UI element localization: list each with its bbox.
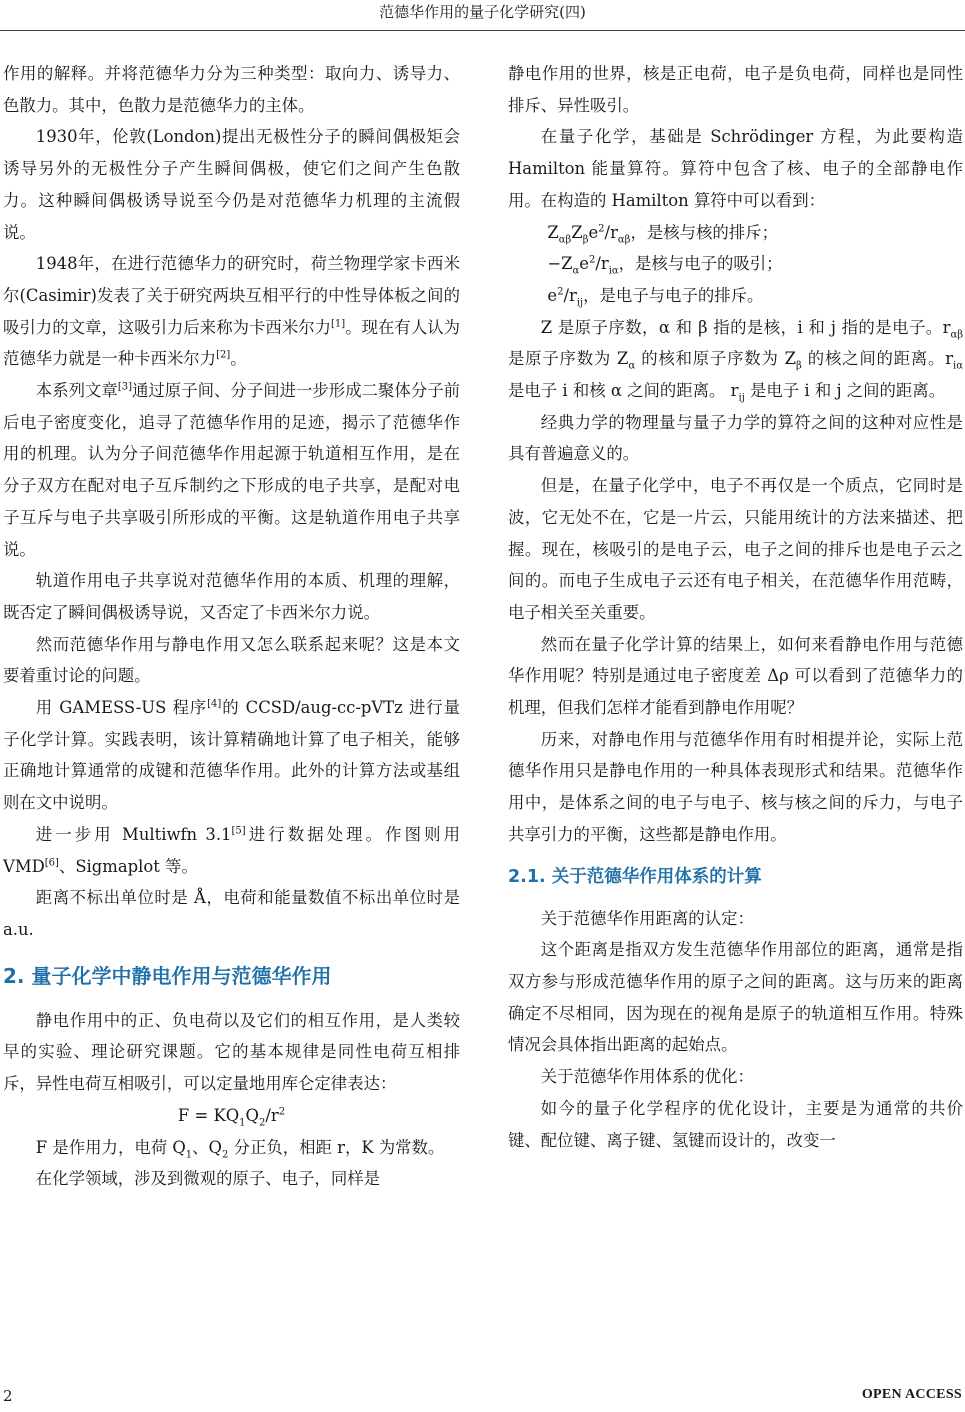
hamilton-term-electron-electron: $e^2/r_{ij}$，是电子与电子的排斥。 <box>547 285 764 309</box>
paragraph: 作用的解释。并将范德华力分为三种类型：取向力、诱导力、色散力。其中，色散力是范德华力的主体。 <box>3 64 460 115</box>
paragraph: 历来，对静电作用与范德华作用有时相提并论，实际上范德华作用只是静电作用的一种具体表现形式和结果。范德华作用中，是体系之间的电子与电子、核与核之间的斥力，与电子共享引力的平衡，这些都是静电作用。 <box>508 729 963 844</box>
text-run: 是原子序数为 Z <box>508 349 629 369</box>
paragraph: 这个距离是指双方发生范德华作用部位的距离，通常是指双方参与形成范德华作用的原子之间的距离。这与历来的距离确定不尽相同，因为现在的视角是原子的轨道相互作用。特殊情况会具体指出距离的起始点。 <box>508 940 963 1055</box>
header-title: 范德华作用的量子化学研究(四) <box>379 3 586 21</box>
coulomb-formula <box>3 1100 460 1132</box>
paragraph <box>3 692 460 819</box>
paragraph: 如今的量子化学程序的优化设计，主要是为通常的共价键、配位键、离子键、氢键而设计的，改变一 <box>508 1098 963 1150</box>
text-run: 本系列文章 <box>35 381 118 401</box>
paragraph: 静电作用中的正、负电荷以及它们的相互作用，是人类较早的实验、理论研究课题。它的基本规律是同性电荷互相排斥，异性电荷互相吸引，可以定量地用库仑定律表达： <box>3 1010 460 1094</box>
citation: [6] <box>44 857 59 869</box>
text-run: 的 CCSD/aug-cc-pVTz 进行量子化学计算。实践表明，该计算精确地计算了电子相关，能够正确地计算通常的成键和范德华作用。此外的计算方法或基组则在文中说明。 <box>3 698 460 813</box>
hamilton-term-nucleus-nucleus: $Z_{\alpha\beta}Z_\beta e^2/r_{\alpha\beta}$，是核与核的排斥； <box>547 222 778 245</box>
text-run: ，是核与电子的吸引； <box>618 254 783 274</box>
text-run: 是电子 i 和核 α 之间的距离。 r <box>508 381 739 401</box>
text-run: ，是电子与电子的排斥。 <box>583 285 764 305</box>
paragraph <box>3 375 460 565</box>
citation: [4] <box>207 698 222 710</box>
text-run: 进一步用 Multiwfn 3.1 <box>35 824 232 844</box>
text-run: 进行数据处理。作图则用 VMD <box>3 824 460 876</box>
text-run: 是电子 i 和 j 之间的距离。 <box>744 381 946 401</box>
running-header <box>0 0 965 31</box>
citation: [5] <box>231 825 246 837</box>
subscript: 1 <box>239 1117 246 1129</box>
paragraph: 然而范德华作用与静电作用又怎么联系起来呢？这是本文要着重讨论的问题。 <box>3 634 460 686</box>
paragraph: 经典力学的物理量与量子力学的算符之间的这种对应性是具有普遍意义的。 <box>508 412 963 464</box>
citation: [3] <box>117 381 132 393</box>
text-run: 1948年，在进行范德华力的研究时，荷兰物理学家卡西米尔(Casimir)发表了关于研究两块互相平行的中性导体板之间的吸引力的文章，这吸引力后来称为卡西米尔力 <box>3 254 460 337</box>
text-run: Q <box>245 1105 259 1125</box>
text-run: ，是核与核的排斥； <box>630 222 778 242</box>
text-run: 分正负，相距 r，K 为常数。 <box>228 1137 445 1157</box>
text-run: F = KQ <box>177 1105 240 1125</box>
subscript: 2 <box>221 1148 229 1160</box>
text-run: 的核之间的距离。r <box>801 349 954 369</box>
open-access-label: OPEN ACCESS <box>861 1387 962 1402</box>
paragraph <box>3 1132 460 1164</box>
subsection-heading: 2.1. 关于范德华作用体系的计算 <box>508 866 762 887</box>
right-column <box>508 58 963 1156</box>
paragraph: 然而在量子化学计算的结果上，如何来看静电作用与范德华作用呢？特别是通过电子密度差 Δρ 可以看到了范德华力的机理，但我们怎样才能看到静电作用呢？ <box>508 634 963 718</box>
text-run: 。现在有人认为范德华力就是一种卡西米尔力 <box>3 317 461 369</box>
left-column <box>3 58 460 1195</box>
paragraph: Z 是原子序数，α 和 β 指的是核，i 和 j 指的是电子。$r_{\alpha\beta}$ 是原子序数为 $Z_\alpha$ 的核和原子序数为 $Z_\beta$ 的核之间的距离。$r_{i\alpha}$ 是电子 i 和核 α 之间的距离。 $r_{ij}$ 是电子 i 和 j 之间的距离。 <box>508 317 963 404</box>
paragraph: 在量子化学，基础是 Schrödinger 方程，为此要构造 Hamilton 能量算符。算符中包含了核、电子的全部静电作用。在构造的 Hamilton 算符中可以看到： <box>508 127 963 210</box>
section-heading: 2. 量子化学中静电作用与范德华作用 <box>3 963 332 988</box>
text-run: 、Q <box>192 1137 222 1157</box>
paragraph: 关于范德华作用距离的认定： <box>540 908 754 928</box>
paragraph: 距离不标出单位时是 Å，电荷和能量数值不标出单位时是 a.u. <box>3 888 460 939</box>
paragraph: 1930年，伦敦(London)提出无极性分子的瞬间偶极矩会诱导另外的无极性分子产生瞬间偶极，使它们之间产生色散力。这种瞬间偶极诱导说至今仍是对范德华力机理的主流假说。 <box>3 127 460 242</box>
text-run: 的核和原子序数为 Z <box>635 349 797 369</box>
paragraph: 关于范德华作用体系的优化： <box>540 1067 754 1087</box>
citation: [2] <box>216 349 231 361</box>
paragraph: 但是，在量子化学中，电子不再仅是一个质点，它同时是波，它无处不在，它是一片云，只能用统计的方法来描述、把握。现在，核吸引的是电子云，电子之间的排斥也是电子云之间的。而电子生成电子云还有电子相关，在范德华作用范畴，电子相关至关重要。 <box>508 476 963 622</box>
text-run: 、Sigmaplot 等。 <box>58 856 198 876</box>
text-run: 用 GAMESS-US 程序 <box>35 698 208 718</box>
hamilton-term-nucleus-electron: $-Z_\alpha e^2/r_{i\alpha}$，是核与电子的吸引； <box>547 254 783 277</box>
superscript: 2 <box>278 1106 286 1118</box>
text-run: Z 是原子序数，α 和 β 指的是核，i 和 j 指的是电子。r <box>540 317 951 337</box>
citation: [1] <box>331 318 346 330</box>
text-run: 通过原子间、分子间进一步形成二聚体分子前后电子密度变化，追寻了范德华作用的足迹，揭示了范德华作用的机理。认为分子间范德华作用起源于轨道相互作用，是在分子双方在配对电子互斥制约之下形成的电子共享，是配对电子互斥与电子共享吸引所形成的平衡。这是轨道作用电子共享说。 <box>3 381 461 559</box>
text-run: F 是作用力，电荷 Q <box>35 1137 186 1157</box>
subscript: 1 <box>185 1148 193 1160</box>
paragraph <box>3 819 460 882</box>
text-run: /r <box>265 1105 279 1125</box>
page-number: 2 <box>3 1387 13 1405</box>
paragraph: 轨道作用电子共享说对范德华作用的本质、机理的理解，既否定了瞬间偶极诱导说，又否定了卡西米尔力说。 <box>3 571 460 622</box>
paragraph: 静电作用的世界，核是正电荷，电子是负电荷，同样也是同性排斥、异性吸引。 <box>508 64 963 115</box>
paragraph: 在化学领域，涉及到微观的原子、电子，同样是 <box>35 1169 380 1189</box>
paragraph <box>3 248 460 375</box>
text-run: 。 <box>230 349 247 369</box>
subscript: 2 <box>258 1117 266 1129</box>
